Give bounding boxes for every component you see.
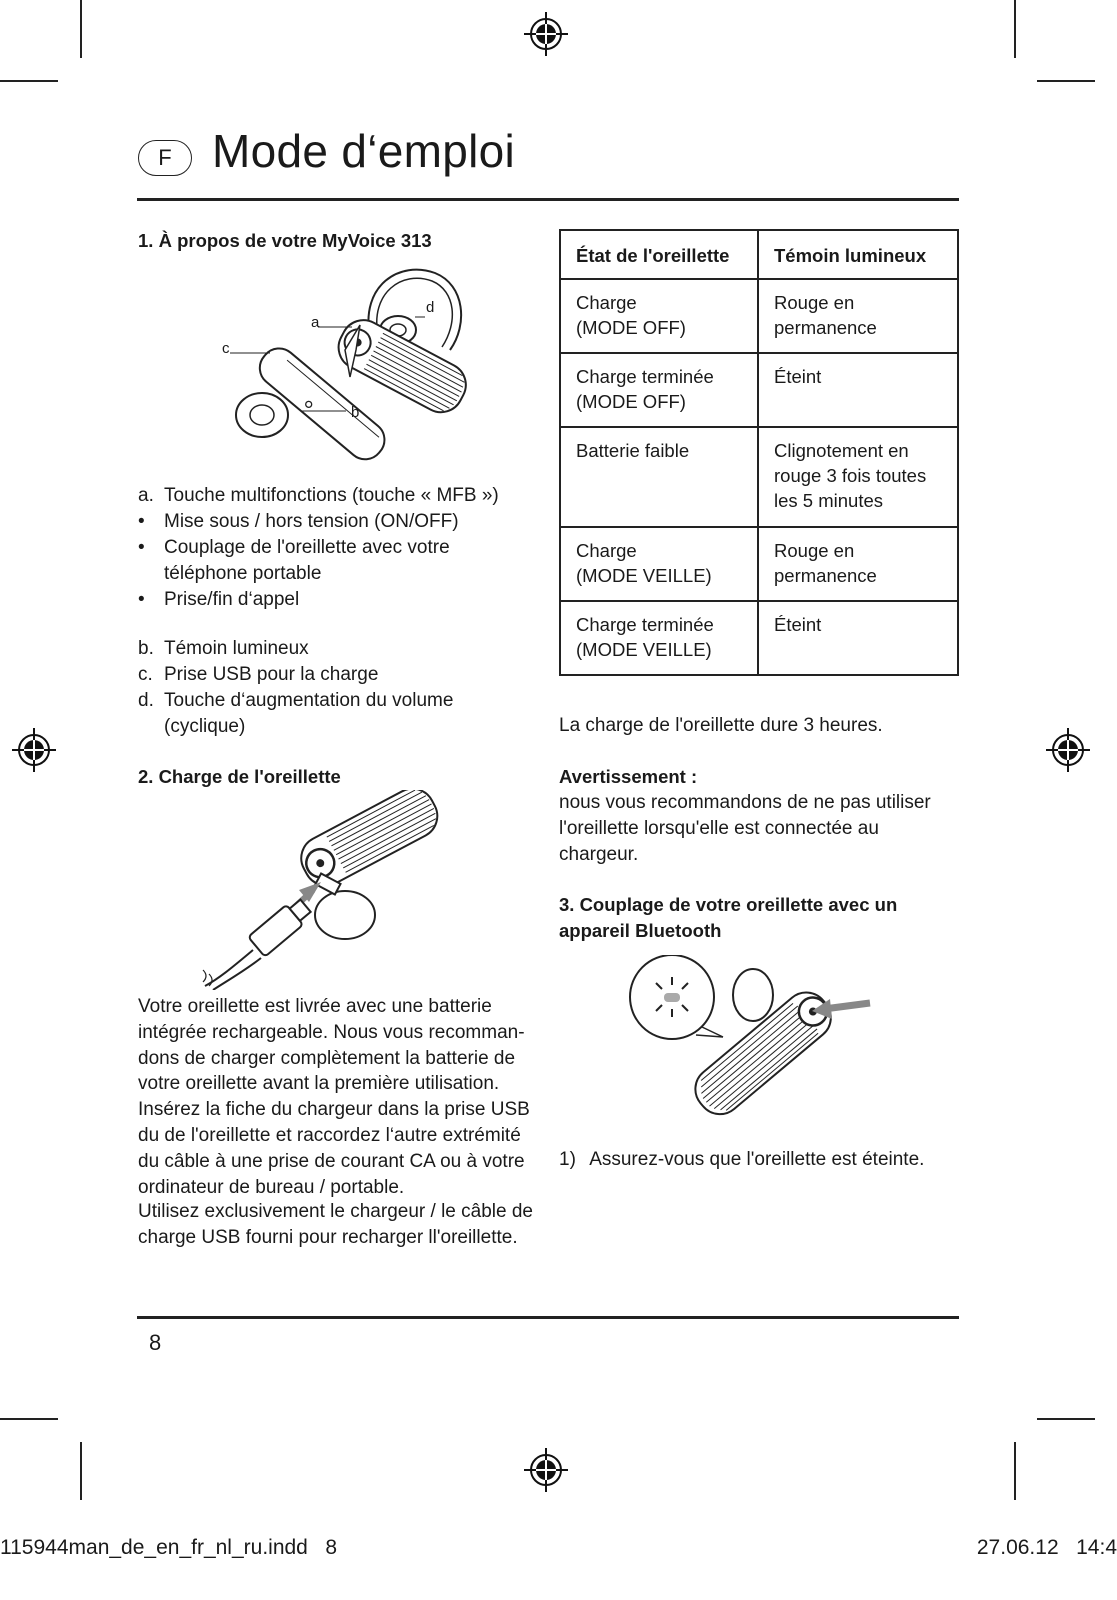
list-item-text: Touche d‘augmentation du volume (cyclique) <box>164 690 454 737</box>
figure-label-d: d <box>426 299 435 316</box>
table-cell: Batterie faible <box>560 427 758 527</box>
language-badge: F <box>138 140 192 176</box>
table-row <box>560 527 958 601</box>
table-cell: Rouge en permanence <box>758 279 958 353</box>
list-marker: • <box>138 537 145 558</box>
table-row <box>560 427 958 527</box>
list-item <box>138 636 538 662</box>
pairing-diagram <box>628 955 878 1145</box>
registration-mark-icon <box>1044 726 1092 774</box>
registration-mark-icon <box>522 10 570 58</box>
section-2-title: 2. Charge de l'oreillette <box>138 766 341 787</box>
list-item-text: Touche multifonctions (touche « MFB ») <box>164 485 499 506</box>
feature-list-b <box>138 636 538 740</box>
charge-duration-text: La charge de l'oreillette dure 3 heures. <box>559 715 883 736</box>
table-header: Témoin lumineux <box>758 230 958 279</box>
crop-mark <box>80 1442 82 1500</box>
figure-label-b: b <box>351 404 360 421</box>
section-1-title: 1. À propos de votre MyVoice 313 <box>138 230 432 251</box>
list-marker: • <box>138 589 145 610</box>
table-row <box>560 279 958 353</box>
list-item <box>138 688 484 740</box>
list-item <box>138 509 538 535</box>
charging-diagram <box>195 790 455 990</box>
step-marker: 1) <box>559 1149 576 1170</box>
file-name: 115944man_de_en_fr_nl_ru.indd 8 <box>0 1536 338 1559</box>
list-item <box>138 587 538 613</box>
crop-mark <box>1014 0 1016 58</box>
registration-mark-icon <box>522 1446 570 1494</box>
table-cell: Éteint <box>758 353 958 427</box>
header-rule <box>137 198 959 201</box>
list-item <box>138 535 538 587</box>
crop-mark <box>80 0 82 58</box>
headset-diagram <box>210 255 480 480</box>
table-cell: Clignotement en rouge 3 fois toutes les 5 minutes <box>758 427 958 527</box>
list-item-text: Prise/fin d‘appel <box>164 589 300 610</box>
table-cell: Charge (MODE VEILLE) <box>560 527 758 601</box>
crop-mark <box>1037 1418 1095 1420</box>
table-cell: Éteint <box>758 601 958 675</box>
list-item-text: Mise sous / hors tension (ON/OFF) <box>164 511 459 532</box>
feature-list-a <box>138 483 538 613</box>
table-cell: Charge terminée (MODE OFF) <box>560 353 758 427</box>
table-row <box>560 601 958 675</box>
print-timestamp: 27.06.12 14:4 <box>976 1536 1117 1559</box>
page-title: Mode d‘emploi <box>212 125 516 177</box>
crop-mark <box>1037 80 1095 82</box>
figure-label-c: c <box>222 340 230 357</box>
warning-text: nous vous recommandons de ne pas utiliser l'oreillette lorsqu'elle est connectée au chargeur. <box>559 792 931 865</box>
list-item <box>138 483 538 509</box>
section-3-title: 3. Couplage de votre oreillette avec un appareil Bluetooth <box>559 894 898 941</box>
list-item-text: Couplage de l'oreillette avec votre téléphone portable <box>164 537 450 584</box>
list-marker: c. <box>138 664 153 685</box>
table-header: État de l'oreillette <box>560 230 758 279</box>
crop-mark <box>1014 1442 1016 1500</box>
list-marker: • <box>138 511 145 532</box>
table-cell: Charge terminée (MODE VEILLE) <box>560 601 758 675</box>
list-marker: a. <box>138 485 154 506</box>
table-cell: Charge (MODE OFF) <box>560 279 758 353</box>
table-cell: Rouge en permanence <box>758 527 958 601</box>
table-header-row <box>560 230 958 279</box>
crop-mark <box>0 1418 58 1420</box>
charger-warning-paragraph: Utilisez exclusivement le chargeur / le câble de charge USB fourni pour recharger ll'oreillette. <box>138 1201 533 1248</box>
status-table <box>559 229 959 676</box>
footer-rule <box>137 1316 959 1319</box>
step-text: Assurez-vous que l'oreillette est éteinte. <box>589 1149 925 1170</box>
figure-label-a: a <box>311 314 320 331</box>
list-marker: b. <box>138 638 154 659</box>
list-item <box>138 662 538 688</box>
pairing-step-1 <box>559 1147 924 1173</box>
list-item-text: Prise USB pour la charge <box>164 664 379 685</box>
page-number: 8 <box>149 1330 162 1355</box>
table-row <box>560 353 958 427</box>
crop-mark <box>0 80 58 82</box>
list-item-text: Témoin lumineux <box>164 638 309 659</box>
charging-paragraph: Votre oreillette est livrée avec une batterie intégrée rechargeable. Nous vous recommandons de charger complètement la batterie de votre oreillette avant la première utilisation. Insérez la fiche du chargeur dans la prise USB du de l'oreillette et raccordez l‘autre extrémité du câble à une prise de courant CA ou à votre ordinateur de bureau / portable. <box>138 996 530 1198</box>
registration-mark-icon <box>10 726 58 774</box>
warning-title: Avertissement : <box>559 766 698 787</box>
list-marker: d. <box>138 690 154 711</box>
